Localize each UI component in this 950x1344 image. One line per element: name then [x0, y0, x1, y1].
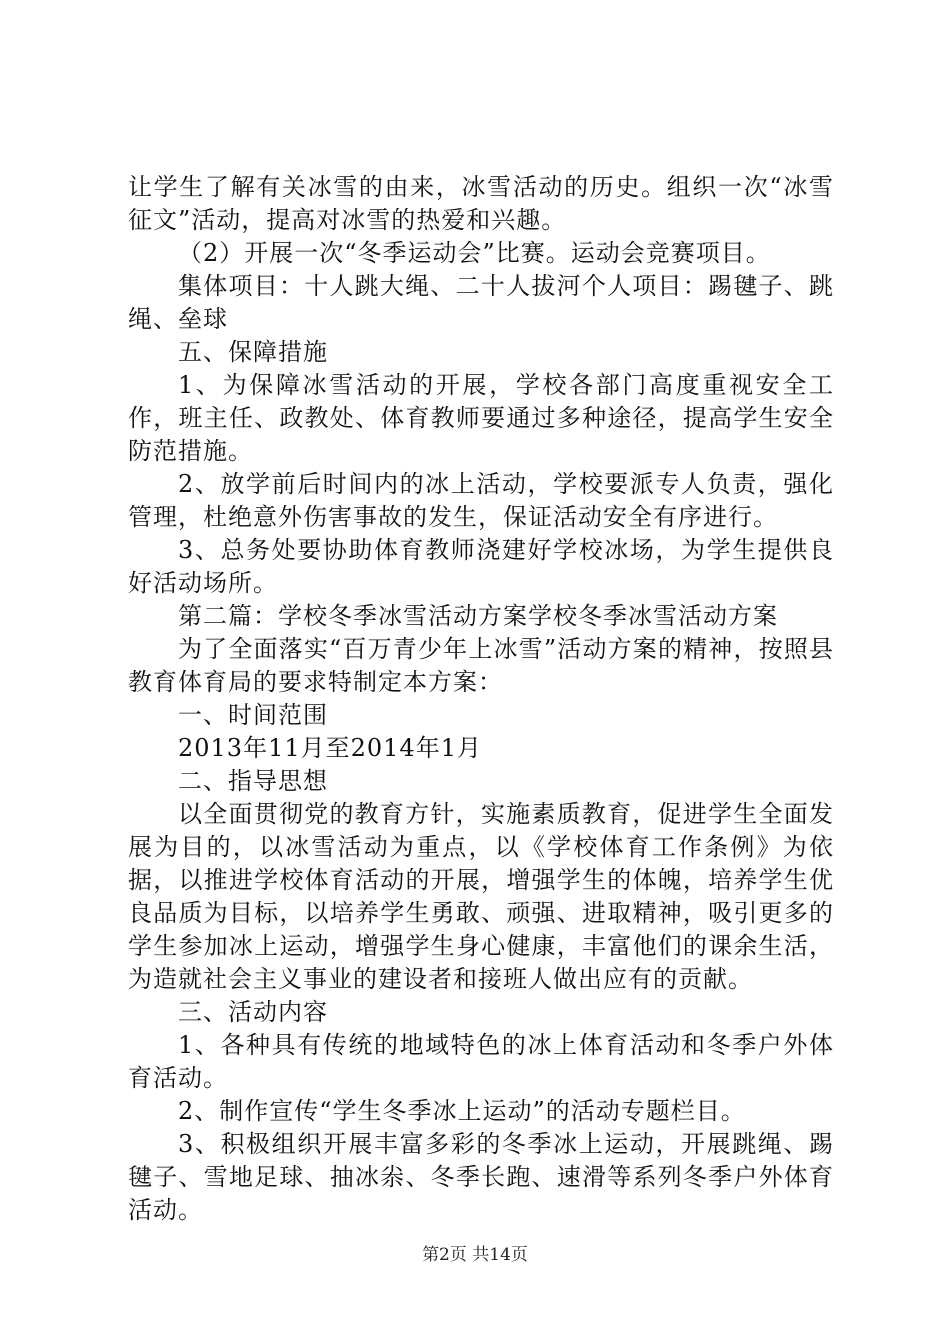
paragraph: 2013年11月至2014年1月	[178, 734, 482, 762]
page-number-footer: 第2页 共14页	[422, 1245, 528, 1265]
document-body	[128, 171, 834, 1227]
paragraph: 集体项目：十人跳大绳、二十人拔河个人项目：踢毽子、跳绳、垒球	[128, 272, 834, 333]
paragraph: 为了全面落实“百万青少年上冰雪”活动方案的精神，按照县教育体育局的要求特制定本方案：	[128, 635, 834, 696]
paragraph: 2、放学前后时间内的冰上活动，学校要派专人负责，强化管理，杜绝意外伤害事故的发生，保证活动安全有序进行。	[128, 470, 834, 531]
chapter-heading: 第二篇：学校冬季冰雪活动方案学校冬季冰雪活动方案	[178, 602, 778, 630]
paragraph: 让学生了解有关冰雪的由来，冰雪活动的历史。组织一次“冰雪征文”活动，提高对冰雪的热爱和兴趣。	[128, 173, 834, 234]
section-heading: 五、保障措施	[178, 338, 328, 366]
paragraph: 1、各种具有传统的地域特色的冰上体育活动和冬季户外体育活动。	[128, 1031, 834, 1092]
paragraph: 3、总务处要协助体育教师浇建好学校冰场，为学生提供良好活动场所。	[128, 536, 834, 597]
paragraph: 以全面贯彻党的教育方针，实施素质教育，促进学生全面发展为目的，以冰雪活动为重点，以《学校体育工作条例》为依据，以推进学校体育活动的开展，增强学生的体魄，培养学生优良品质为目标，以培养学生勇敢、顽强、进取精神，吸引更多的学生参加冰上运动，增强学生身心健康，丰富他们的课余生活，为造就社会主义事业的建设者和接班人做出应有的贡献。	[128, 800, 834, 993]
paragraph: 2、制作宣传“学生冬季冰上运动”的活动专题栏目。	[178, 1097, 746, 1125]
paragraph: 3、积极组织开展丰富多彩的冬季冰上运动，开展跳绳、踢毽子、雪地足球、抽冰尜、冬季长跑、速滑等系列冬季户外体育活动。	[128, 1130, 834, 1224]
section-heading: 一、时间范围	[178, 701, 328, 729]
paragraph: 1、为保障冰雪活动的开展，学校各部门高度重视安全工作，班主任、政教处、体育教师要通过多种途径，提高学生安全防范措施。	[128, 371, 834, 465]
section-heading: 三、活动内容	[178, 998, 328, 1026]
section-heading: 二、指导思想	[178, 767, 328, 795]
paragraph: （2）开展一次“冬季运动会”比赛。运动会竞赛项目。	[178, 239, 771, 267]
